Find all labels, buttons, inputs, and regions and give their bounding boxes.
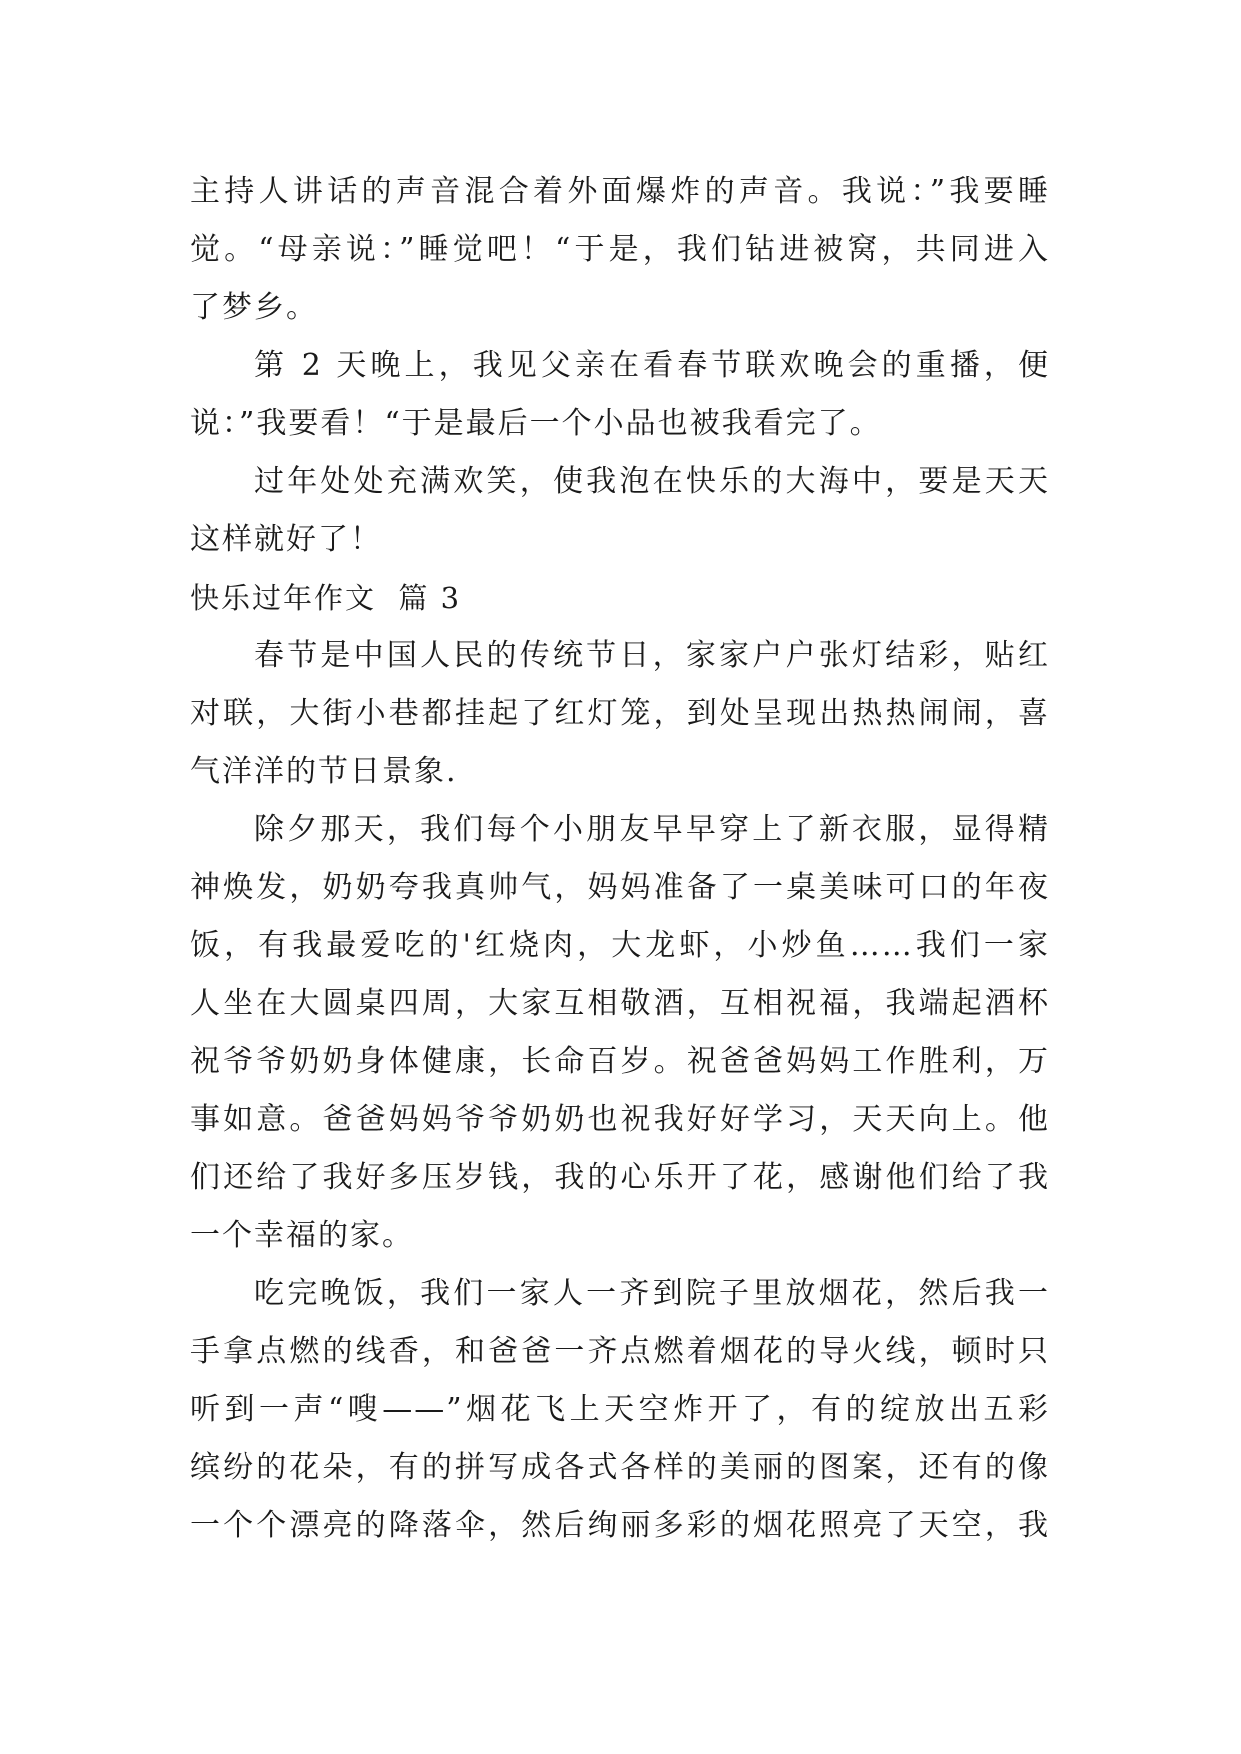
text-line: 们还给了我好多压岁钱，我的心乐开了花，感谢他们给了我 — [190, 1160, 1050, 1195]
text-line: 听到一声“嗖——”烟花飞上天空炸开了，有的绽放出五彩 — [190, 1392, 1050, 1427]
text-line: 了梦乡。 — [190, 290, 318, 325]
text-line: 缤纷的花朵，有的拼写成各式各样的美丽的图案，还有的像 — [190, 1450, 1050, 1485]
paragraph — [190, 337, 1050, 453]
text-line: 这样就好了！ — [190, 522, 382, 557]
text-line: 说：”我要看！“于是最后一个小品也被我看完了。 — [190, 406, 882, 441]
document-page — [190, 163, 1050, 1555]
text-line: 气洋洋的节日景象. — [190, 754, 458, 789]
text-line: 过年处处充满欢笑，使我泡在快乐的大海中，要是天天 — [254, 464, 1050, 499]
text-line: 春节是中国人民的传统节日，家家户户张灯结彩，贴红 — [254, 638, 1050, 673]
paragraph — [190, 1265, 1050, 1555]
text-line: 人坐在大圆桌四周，大家互相敬酒，互相祝福，我端起酒杯 — [190, 986, 1050, 1021]
text-line: 主持人讲话的声音混合着外面爆炸的声音。我说：”我要睡 — [190, 174, 1050, 209]
text-line: 一个个漂亮的降落伞，然后绚丽多彩的烟花照亮了天空，我 — [190, 1508, 1050, 1543]
text-line: 神焕发，奶奶夸我真帅气，妈妈准备了一桌美味可口的年夜 — [190, 870, 1050, 905]
paragraph — [190, 801, 1050, 1265]
text-line: 除夕那天，我们每个小朋友早早穿上了新衣服，显得精 — [254, 812, 1050, 847]
text-line: 吃完晚饭，我们一家人一齐到院子里放烟花，然后我一 — [254, 1276, 1050, 1311]
text-line: 事如意。爸爸妈妈爷爷奶奶也祝我好好学习，天天向上。他 — [190, 1102, 1050, 1137]
section-heading: 快乐过年作文 篇 3 — [190, 581, 462, 615]
text-line: 手拿点燃的线香，和爸爸一齐点燃着烟花的导火线，顿时只 — [190, 1334, 1050, 1369]
text-line: 一个幸福的家。 — [190, 1218, 414, 1253]
paragraph — [190, 453, 1050, 569]
paragraph — [190, 627, 1050, 801]
paragraph-continuation — [190, 163, 1050, 337]
text-line: 饭，有我最爱吃的'红烧肉，大龙虾，小炒鱼……我们一家 — [190, 928, 1050, 963]
text-line: 对联，大街小巷都挂起了红灯笼，到处呈现出热热闹闹，喜 — [190, 696, 1050, 731]
text-line: 觉。“母亲说：”睡觉吧！“于是，我们钻进被窝，共同进入 — [190, 232, 1050, 267]
text-line: 祝爷爷奶奶身体健康，长命百岁。祝爸爸妈妈工作胜利，万 — [190, 1044, 1050, 1079]
text-line: 第 2 天晚上，我见父亲在看春节联欢晚会的重播，便 — [254, 348, 1050, 383]
